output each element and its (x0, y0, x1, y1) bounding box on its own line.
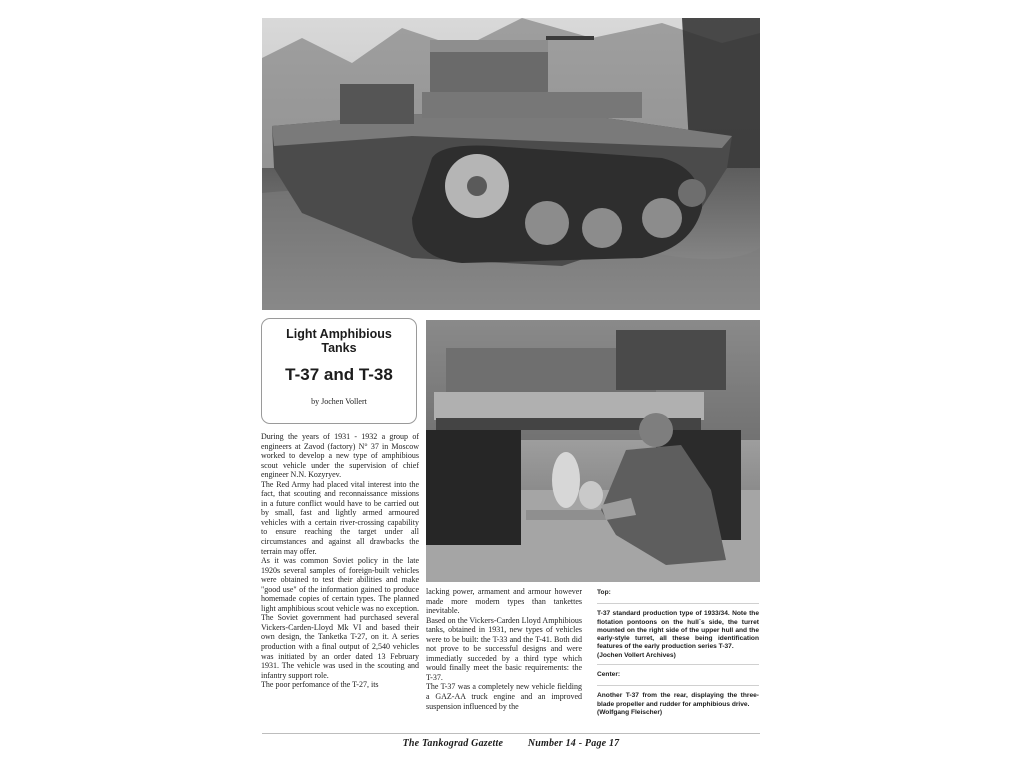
caption-center-text: Another T-37 from the rear, displaying the three-blade propeller and rudder for amphibious drive. (597, 692, 759, 708)
paragraph: The Red Army had placed vital interest into the fact, that scouting and reconnaissance missions in a future conflict would have to be carried out by small, fast and lightly armed armoured vehicles with a certain river-crossing capability to ensure reaching the target under all circumstances and against all drawbacks the terrain may offer. (261, 479, 419, 556)
paragraph: The poor perfomance of the T-27, its (261, 680, 379, 690)
top-tank-photo (262, 18, 760, 310)
caption-divider (597, 603, 759, 604)
footer-rule (262, 733, 760, 734)
page-footer (262, 738, 760, 749)
article-column-1 (261, 432, 419, 690)
caption-divider (597, 664, 759, 665)
article-kicker: Light Amphibious Tanks (286, 327, 392, 355)
paragraph: During the years of 1931 - 1932 a group of engineers at Zavod (factory) N° 37 in Moscow worked to develop a new type of amphibious scout vehicle under the supervision of chief engineer N.N. Kozyryev. (261, 432, 419, 480)
paragraph: The T-37 was a completely new vehicle fielding a GAZ-AA truck engine and an improved suspension influenced by the (426, 682, 582, 711)
photo-captions (597, 589, 759, 717)
caption-center-heading: Center: (597, 671, 621, 679)
paragraph: lacking power, armament and armour however made more modern types than tankettes inevitable. (426, 587, 582, 616)
article-byline: by Jochen Vollert (311, 397, 367, 406)
article-title-box (261, 318, 417, 424)
footer-publication: The Tankograd Gazette (402, 738, 504, 749)
center-tank-photo (426, 320, 760, 582)
caption-top-credit: (Jochen Vollert Archives) (597, 651, 676, 659)
tank-photo-icon (262, 18, 760, 310)
article-column-2 (426, 587, 582, 711)
article-title: T-37 and T-38 (285, 365, 393, 384)
paragraph: As it was common Soviet policy in the late 1920s several samples of foreign-built vehicles were obtained to test their abilities and make "good use" of the information gained to produce homemade copies of certain types. The planned light amphibious scout vehicle was no exception. The Soviet government had purchased several Vickers-Carden-Lloyd Mk VI and based their own design, the Tanketka T-27, on it. A series production with a final output of 2,540 vehicles was initiated by an order dated 13 February 1931. The vehicle was used in the scouting and infantry support role. (261, 556, 419, 680)
footer-page-number: Number 14 - Page 17 (527, 738, 620, 749)
tank-rear-photo-icon (426, 320, 760, 582)
paragraph: Based on the Vickers-Carden Lloyd Amphibious tanks, obtained in 1931, new types of vehicles were to be built: the T-33 and the T-41. Both did not prove to be successful designs and were immediatly succeded by a third type which would finally meet the basic requirements: the T-37. (426, 615, 582, 682)
caption-divider (597, 685, 759, 686)
caption-top-heading: Top: (597, 589, 611, 596)
caption-center-credit: (Wolfgang Fleischer) (597, 708, 663, 716)
caption-top-text: T-37 standard production type of 1933/34. Note the flotation pontoons on the hull´s side, the turret mounted on the right side of the upper hull and the early-style turret, all these being identification features of the early production series T-37. (597, 610, 759, 651)
